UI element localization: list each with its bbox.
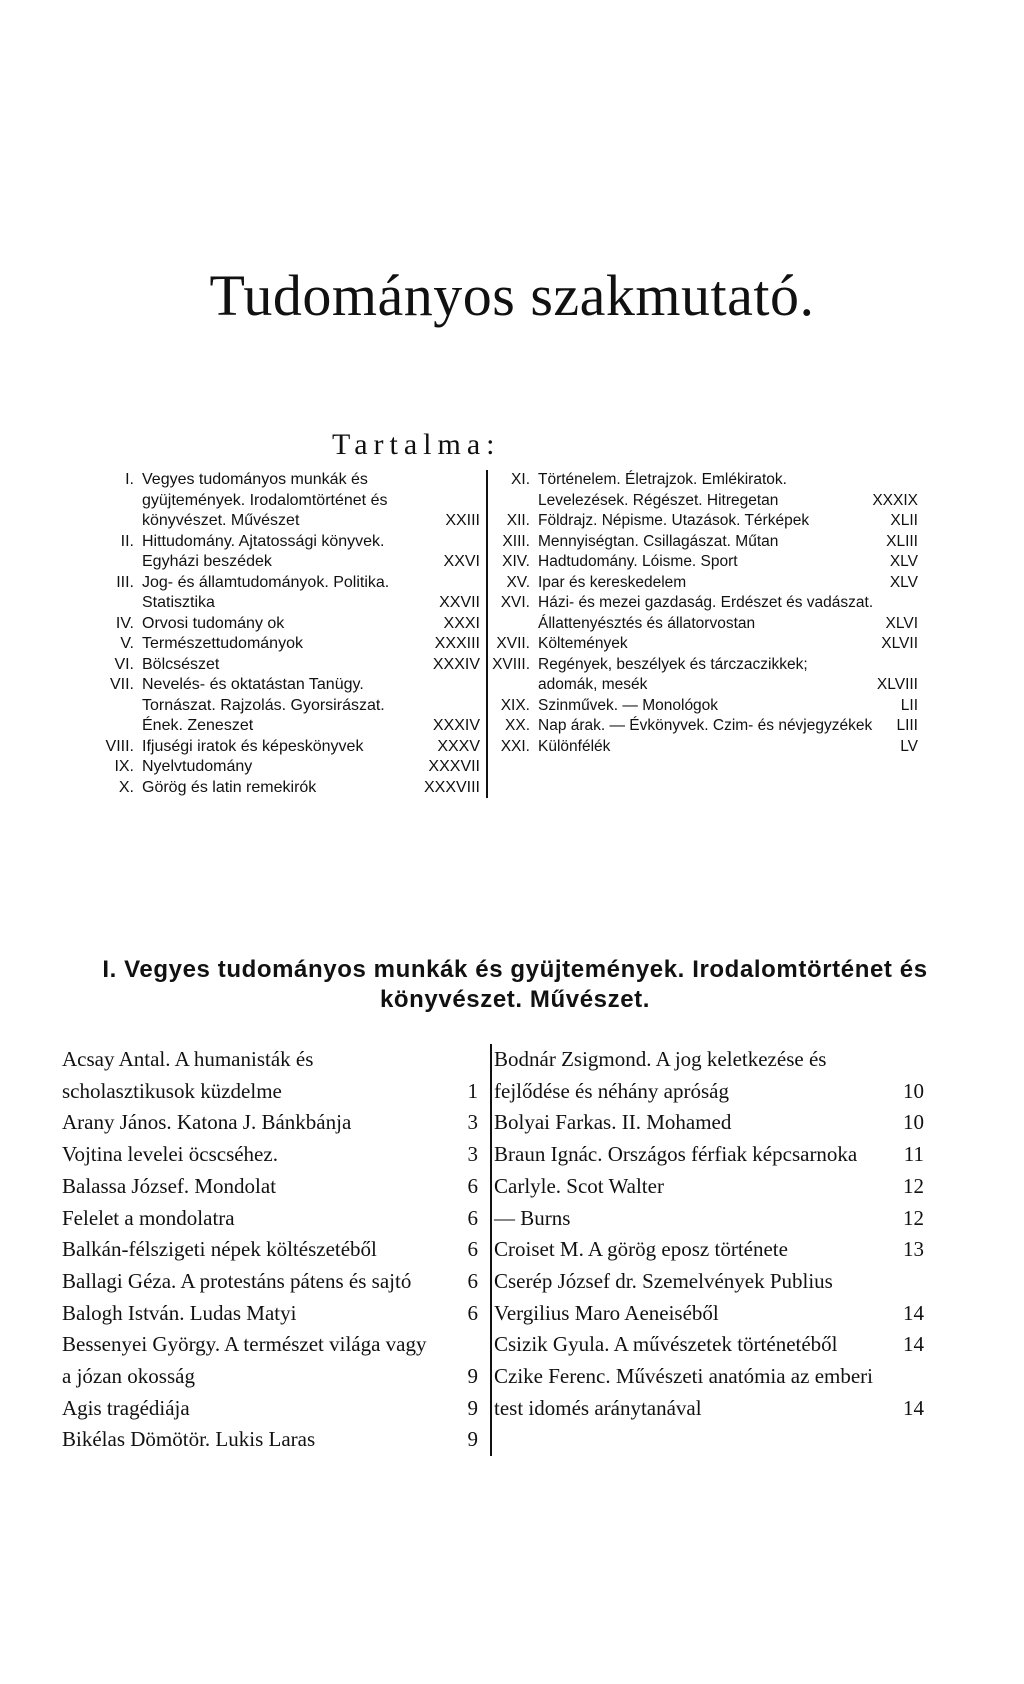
toc-entry-page: LV [900,737,918,755]
toc-entry-title: Regények, beszélyek és tárczaczikkek; adomák, mesék [538,655,808,693]
index-entry [62,1298,478,1330]
index-entry [62,1393,478,1425]
toc-entry [490,573,918,594]
toc-entry-page: XLIII [886,532,918,550]
toc-entry-number: I. [125,471,134,488]
toc-entry-title: Szinművek. — Monológok [538,696,719,714]
toc-entry-title: Hittudomány. Ajtatossági könyvek. Egyházi beszédek [142,532,385,570]
toc-entry-page: LII [900,696,918,714]
index-entry-title: Braun Ignác. Országos férfiak képcsarnoka [494,1142,858,1167]
toc-entry-title: Különfélék [538,737,611,755]
index-entry-title: — Burns [494,1205,571,1230]
toc-entry-number: XX. [505,717,530,734]
toc-entry-page: XLV [889,573,918,591]
index-entry-title: Croiset M. A görög eposz története [494,1237,788,1262]
index-entry [494,1203,924,1235]
toc-entry-title: Orvosi tudomány ok [142,614,285,632]
index-entry-page: 14 [903,1300,924,1325]
index-right-column [494,1044,924,1424]
toc-left-column [100,470,488,798]
toc-entry-number: XVI. [500,594,530,611]
toc-right-column [490,470,918,757]
index-entry-page: 6 [467,1173,478,1198]
toc-entry-page: XXXVIII [423,778,480,796]
index-entry [62,1234,478,1266]
toc-entry-number: XIV. [502,553,530,570]
toc-entry [100,778,480,799]
toc-entry [100,532,480,573]
toc-entry-title: Ipar és kereskedelem [538,573,687,591]
toc-entry [100,573,480,614]
toc-entry [490,696,918,717]
toc-entry-title: Nyelvtudomány [142,758,253,775]
toc-entry [490,655,918,696]
toc-entry-page: LIII [896,717,918,734]
toc-entry-title: Nap árak. — Évkönyvek. Czim- és névjegyzékek [538,717,873,734]
toc-entry [100,675,480,737]
toc-entry-title: Jog- és államtudományok. Politika. Statisztika [142,573,390,611]
index-entry [494,1329,924,1361]
toc-entry [490,552,918,573]
toc-entry [100,470,480,532]
index-entry [62,1107,478,1139]
index-entry-title: Bolyai Farkas. II. Mohamed [494,1110,732,1135]
toc-entry [490,737,918,758]
toc-entry [100,757,480,778]
toc-entry-title: Költemények [538,635,628,652]
toc-entry-number: V. [120,635,134,652]
toc-entry-page: XLII [890,512,918,529]
index-entry-title: Vojtina levelei öcscséhez. [62,1142,278,1167]
index-entry-page: 12 [903,1173,924,1198]
index-entry [494,1266,924,1329]
toc-entry-number: XIII. [502,532,530,550]
index-entry [62,1329,478,1392]
toc-entry [490,593,918,634]
toc-entry-title: Nevelés- és oktatástan Tanügy. Tornászat. Rajzolás. Gyorsirászat. Ének. Zeneszet [142,676,385,734]
toc-entry-page: XXXIV [432,655,480,673]
toc-entry-number: X. [118,778,134,796]
index-entry-title: Ballagi Géza. A protestáns pátens és sajtó [62,1268,412,1293]
index-entry-page: 6 [467,1237,478,1262]
toc-entry [490,470,918,511]
toc-entry-page: XXVII [439,594,480,611]
toc-entry-number: II. [120,532,134,550]
toc-entry-title: Földrajz. Népisme. Utazások. Térképek [538,512,810,529]
toc-entry-number: XI. [511,471,530,488]
index-entry [62,1424,478,1456]
index-entry-title: Bodnár Zsigmond. A jog keletkezése és fejlődése és néhány apróság [494,1047,827,1103]
toc-entry-page: XXXIV [432,717,480,734]
toc-entry-number: IV. [115,614,134,632]
index-entry-title: Bessenyei György. A természet világa vagy a józan okosság [62,1332,427,1389]
toc-entry-number: VII. [109,676,134,693]
toc-entry-number: IX. [114,758,134,775]
index-entry-title: Bikélas Dömötör. Lukis Laras [62,1427,316,1452]
section-heading: I. Vegyes tudományos munkák és gyüjtemények. Irodalomtörténet és könyvészet. Művészet. [102,956,928,1013]
toc-entry-title: Történelem. Életrajzok. Emlékiratok. Levelezések. Régészet. Hitregetan [538,471,787,509]
index-entry-title: Cserép József dr. Szemelvények Publius Vergilius Maro Aeneiséből [494,1268,833,1325]
index-entry-page: 6 [467,1205,478,1230]
toc-entry-page: XLVII [881,635,918,652]
index-entry [62,1203,478,1235]
toc-entry [100,614,480,635]
toc-entry [490,634,918,655]
toc-entry-title: Házi- és mezei gazdaság. Erdészet és vadászat. Állattenyésztés és állatorvostan [538,594,874,632]
index-entry-title: Agis tragédiája [62,1395,190,1420]
toc-entry-page: XXXIX [872,491,918,509]
toc-entry-title: Ifjuségi iratok és képeskönyvek [142,737,364,755]
index-entry-page: 10 [903,1078,924,1103]
index-entry [494,1234,924,1266]
toc-entry-page: XLV [889,553,918,570]
index-entry-title: Balkán-félszigeti népek költészetéből [62,1237,377,1262]
toc-entry-page: XXVI [443,553,480,570]
toc-entry-number: VI. [114,655,134,673]
index-entry-page: 9 [467,1364,478,1389]
toc-entry [490,532,918,553]
index-entry-page: 3 [467,1110,478,1135]
index-entry-title: Arany János. Katona J. Bánkbánja [62,1110,352,1135]
index-entry [494,1107,924,1139]
index-entry-page: 1 [467,1078,478,1103]
index-entry-page: 3 [467,1142,478,1167]
index-entry-page: 6 [467,1300,478,1325]
toc-entry-page: XXXVII [428,758,480,775]
index-entry-title: Felelet a mondolatra [62,1205,235,1230]
toc-entry-page: XXXIII [434,635,480,652]
toc-entry-title: Hadtudomány. Lóisme. Sport [538,553,738,570]
toc-entry-number: III. [116,573,134,591]
toc-entry-number: VIII. [105,737,134,755]
page-title: Tudományos szakmutató. [209,263,815,328]
index-entry-title: Czike Ferenc. Művészeti anatómia az emberi test idomés aránytanával [494,1364,874,1420]
index-entry-page: 13 [903,1237,924,1262]
index-entry-title: Balogh István. Ludas Matyi [62,1300,297,1325]
index-entry-title: Csizik Gyula. A művészetek történetéből [494,1332,838,1357]
contents-heading: Tartalma: [332,428,501,461]
toc-entry-page: XXXV [437,737,480,755]
toc-entry-number: XXI. [500,737,530,755]
index-entry [62,1139,478,1171]
index-entry-page: 9 [467,1395,478,1420]
toc-entry-number: XV. [506,573,530,591]
toc-entry-page: XXIII [445,512,480,529]
index-entry [62,1266,478,1298]
index-entry-page: 6 [467,1268,478,1293]
index-entry-title: Acsay Antal. A humanisták és scholasztikusok küzdelme [62,1047,314,1103]
index-entry [62,1044,478,1107]
toc-entry-number: XII. [506,512,530,529]
toc-entry-title: Görög és latin remekirók [142,778,317,796]
toc-entry-title: Mennyiségtan. Csillagászat. Műtan [538,532,779,550]
index-entry [494,1171,924,1203]
index-entry-title: Balassa József. Mondolat [62,1173,277,1198]
index-entry-page: 10 [903,1110,924,1135]
toc-entry [490,511,918,532]
index-entry-page: 14 [903,1395,924,1420]
toc-entry [100,655,480,676]
toc-entry-title: Bölcsészet [142,655,220,673]
index-entry [494,1044,924,1107]
toc-entry-number: XVII. [496,635,530,652]
index-entry-page: 14 [903,1332,924,1357]
toc-entry [490,716,918,737]
index-entry-page: 12 [903,1205,924,1230]
index-entry-page: 9 [467,1427,478,1452]
toc-entry-page: XLVI [885,614,918,632]
index-entry-title: Carlyle. Scot Walter [494,1173,664,1198]
toc-entry-title: Természettudományok [142,635,303,652]
toc-entry [100,634,480,655]
index-entry [494,1139,924,1171]
index-entry [494,1361,924,1424]
toc-entry-number: XIX. [500,696,530,714]
toc-entry [100,737,480,758]
index-entry-page: 11 [903,1142,924,1167]
toc-entry-number: XVIII. [492,655,530,673]
toc-entry-page: XLVIII [876,676,918,693]
index-left-column [62,1044,492,1456]
toc-entry-title: Vegyes tudományos munkák és gyüjtemények. Irodalomtörténet és könyvészet. Művészet [142,471,388,529]
toc-entry-page: XXXI [443,614,480,632]
index-entry [62,1171,478,1203]
